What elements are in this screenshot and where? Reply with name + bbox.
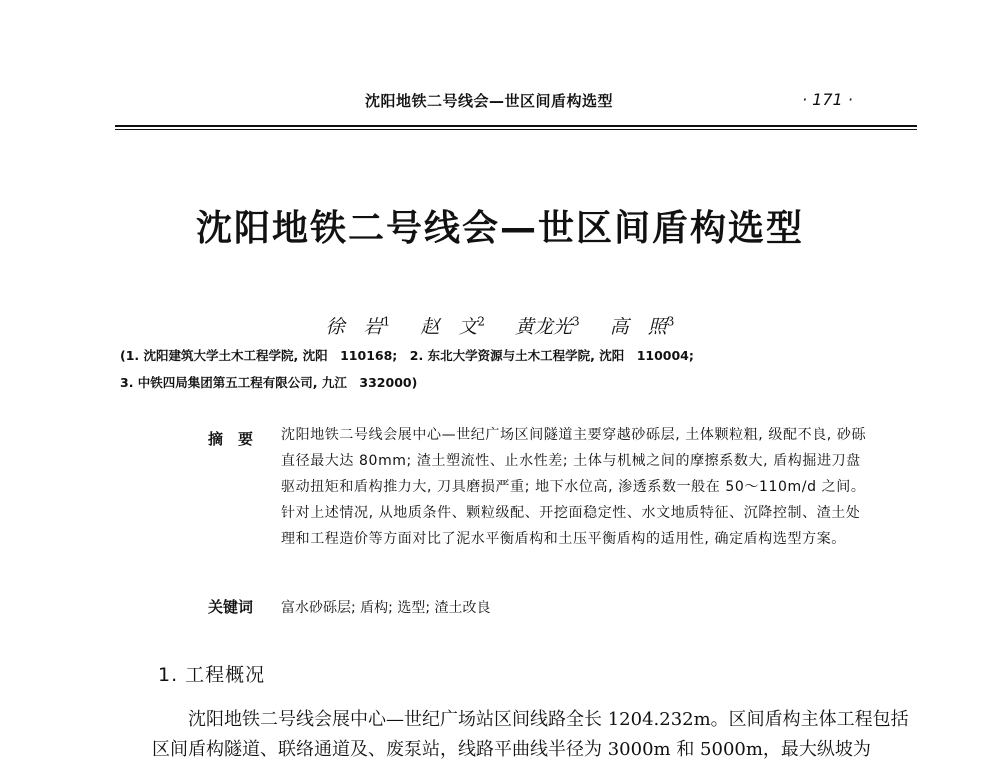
- running-header: [0, 88, 1000, 118]
- author-name: 徐 岩: [325, 316, 383, 338]
- author-affiliation-mark: 3: [572, 314, 580, 329]
- section-body-text: 沈阳地铁二号线会展中心—世纪广场站区间线路全长 1204.232m。区间盾构主体工程包括区间盾构隧道、联络通道及、废泵站，线路平曲线半径为 3000m 和 5000m，最大纵坡为: [152, 709, 909, 760]
- affiliation-line-1: (1. 沈阳建筑大学土木工程学院, 沈阳 110168; 2. 东北大学资源与土木工程学院, 沈阳 110004;: [120, 348, 694, 363]
- author-name: 赵 文: [420, 316, 478, 338]
- author-name: 高 照: [609, 316, 667, 338]
- author-list: [0, 312, 1000, 339]
- running-header-title: 沈阳地铁二号线会—世区间盾构选型: [365, 92, 614, 110]
- section-heading: 1. 工程概况: [158, 664, 266, 686]
- author: [515, 316, 580, 338]
- paper-title: 沈阳地铁二号线会—世区间盾构选型: [195, 208, 804, 249]
- author-name: 黄龙光: [515, 316, 573, 338]
- header-rule-thick: [115, 125, 917, 127]
- section-body: [152, 705, 917, 765]
- author-affiliation-mark: 2: [477, 314, 485, 329]
- keywords-label: 关键词: [208, 598, 254, 616]
- page-number: · 171 ·: [802, 90, 853, 109]
- author-affiliation-mark: 1: [382, 314, 391, 329]
- affiliation-line-2: 3. 中铁四局集团第五工程有限公司, 九江 332000): [120, 375, 418, 390]
- author: [610, 316, 675, 338]
- header-rule-thin: [115, 129, 917, 130]
- abstract-text: 沈阳地铁二号线会展中心—世纪广场区间隧道主要穿越砂砾层, 土体颗粒粗, 级配不良, 砂砾直径最大达 80mm; 渣土塑流性、止水性差; 土体与机械之间的摩擦系数大, 盾构掘进刀盘驱动扭矩和盾构推力大, 刀具磨损严重; 地下水位高, 渗透系数一般在 50～110m/d 之间。针对上述情况, 从地质条件、颗粒级配、开挖面稳定性、水文地质特征、沉降控制、渣土处理和工程造价等方面对比了泥水平衡盾构和土压平衡盾构的适用性, 确定盾构选型方案。: [281, 427, 867, 547]
- keywords-text: 富水砂砾层; 盾构; 选型; 渣土改良: [281, 600, 491, 616]
- abstract-label: 摘 要: [208, 430, 254, 448]
- author-affiliation-mark: 3: [666, 314, 675, 329]
- author: [420, 316, 485, 338]
- author: [326, 316, 391, 338]
